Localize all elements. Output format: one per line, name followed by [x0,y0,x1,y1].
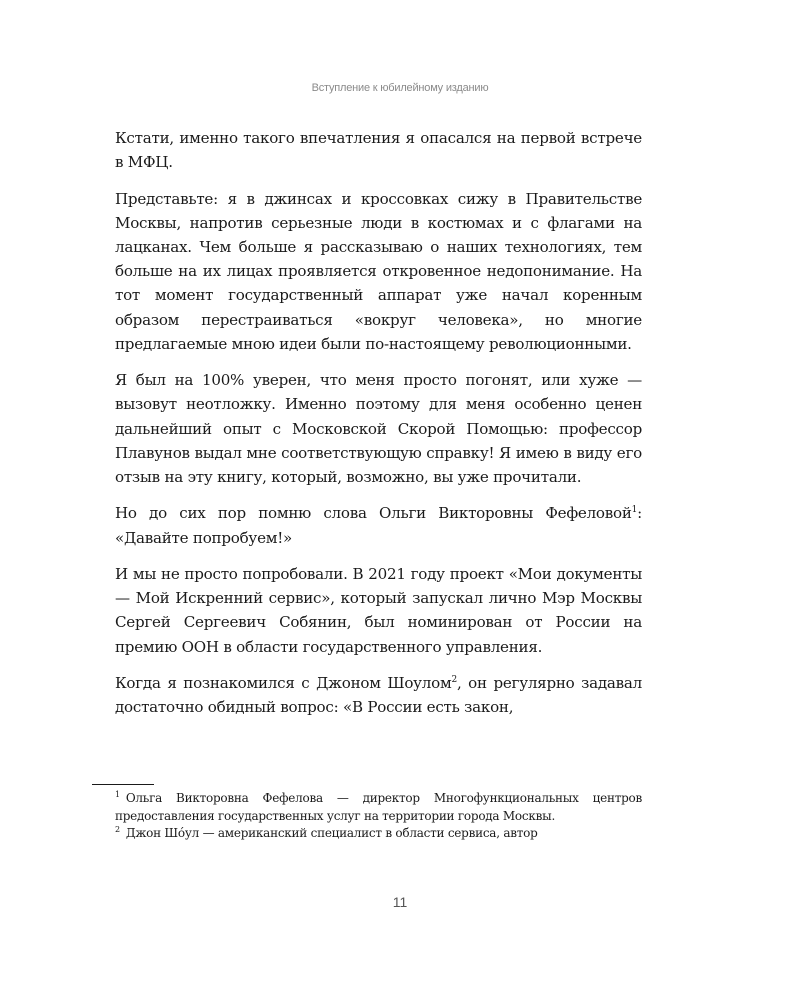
paragraph-6 [115,671,642,719]
footnote-mark-2: 2 [115,825,120,834]
footnote-text-2: Джон Шóул — американский специалист в области сервиса, автор [125,826,538,840]
paragraph-6-text-start: Когда я познакомился с Джоном Шоулом [115,674,452,692]
footnotes [92,790,642,843]
footnote-text-1: Ольга Викторовна Фефелова — директор Многофункциональных центров предоставления государственных услуг на территории города Москвы. [115,791,642,823]
footnote-ref-1[interactable]: 1 [631,505,638,516]
paragraph-4-text-start: Но до сих пор помню слова Ольги Викторовны Фефеловой [115,504,632,523]
running-header: Вступление к юбилейному изданию [311,82,489,94]
paragraph-2: Представьте: я в джинсах и кроссовках сижу в Правительстве Москвы, напротив серьезные люди в костюмах и с флагами на лацканах. Чем больше я рассказываю о наших технологиях, тем больше на их лицах проявляется откровенное недопонимание. На тот момент государственный аппарат уже начал коренным образом перестраиваться «вокруг человека», но многие предлагаемые мною идеи были по-настоящему революционными. [115,189,642,353]
footnote-divider [92,784,154,785]
footnote-2 [92,825,642,843]
footnote-mark-1: 1 [115,790,120,799]
footnote-ref-2[interactable]: 2 [451,674,457,685]
paragraph-5: И мы не просто попробовали. В 2021 году проект «Мои документы — Мой Искренний сервис», который запускал лично Мэр Москвы Сергей Сергеевич Собянин, был номинирован от России на премию ООН в области государственного управления. [115,565,642,656]
paragraph-4 [115,501,642,549]
body-text [115,126,642,732]
footnote-1 [92,790,642,825]
page-number: 11 [392,894,408,910]
paragraph-1: Кстати, именно такого впечатления я опасался на первой встрече в МФЦ. [115,129,642,172]
paragraph-3: Я был на 100% уверен, что меня просто погонят, или хуже — вызовут неотложку. Именно поэтому для меня особенно ценен дальнейший опыт с Московской Скорой Помощью: профессор Плавунов выдал мне соответствующую справку! Я имею в виду его отзыв на эту книгу, который, возможно, вы уже прочитали. [115,371,642,487]
paragraph-6-text-end: , он регулярно задавал достаточно обидный вопрос: «В России есть закон, [115,674,643,717]
paragraph-4-text-end: : «Давайте попробуем!» [115,504,642,547]
